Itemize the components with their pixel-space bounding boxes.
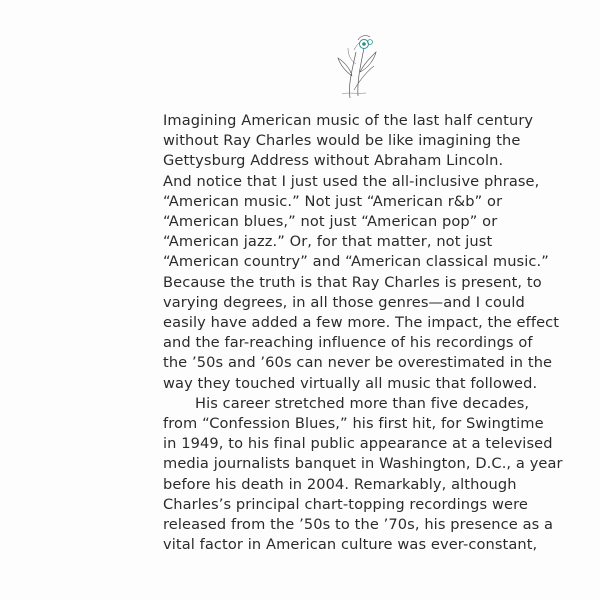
text-line: Charles’s principal chart-topping recordings were: [163, 495, 528, 513]
paragraph-2: [163, 394, 563, 556]
text-line: before his death in 2004. Remarkably, although: [163, 475, 517, 493]
text-line: released from the ’50s to the ’70s, his presence as a: [163, 516, 554, 534]
text-line: “American jazz.” Or, for that matter, not just: [163, 233, 493, 251]
text-line: from “Confession Blues,” his first hit, for Swingtime: [163, 415, 544, 433]
text-line: Gettysburg Address without Abraham Lincoln.: [163, 152, 504, 170]
paragraph-1: [163, 111, 563, 394]
text-line: the ’50s and ’60s can never be overestimated in the: [163, 354, 553, 372]
text-line: vital factor in American culture was ever-constant,: [163, 536, 538, 554]
body-text: [163, 111, 563, 555]
text-line: His career stretched more than five decades,: [195, 394, 530, 412]
text-line: in 1949, to his final public appearance at a televised: [163, 435, 553, 453]
text-line: way they touched virtually all music that followed.: [163, 374, 538, 392]
text-line: media journalists banquet in Washington, D.C., a year: [163, 455, 563, 473]
text-line: without Ray Charles would be like imagining the: [163, 132, 521, 150]
text-line: and the far-reaching influence of his recordings of: [163, 334, 533, 352]
text-line: “American blues,” not just “American pop” or: [163, 213, 498, 231]
flower-sketch-icon: [330, 30, 382, 100]
text-line: Because the truth is that Ray Charles is present, to: [163, 273, 542, 291]
text-line: easily have added a few more. The impact, the effect: [163, 314, 560, 332]
text-line: And notice that I just used the all-inclusive phrase,: [163, 172, 540, 190]
text-line: “American music.” Not just “American r&b” or: [163, 192, 503, 210]
text-line: “American country” and “American classical music.”: [163, 253, 549, 271]
text-line: varying degrees, in all those genres—and I could: [163, 293, 525, 311]
text-line: Imagining American music of the last half century: [163, 112, 534, 129]
